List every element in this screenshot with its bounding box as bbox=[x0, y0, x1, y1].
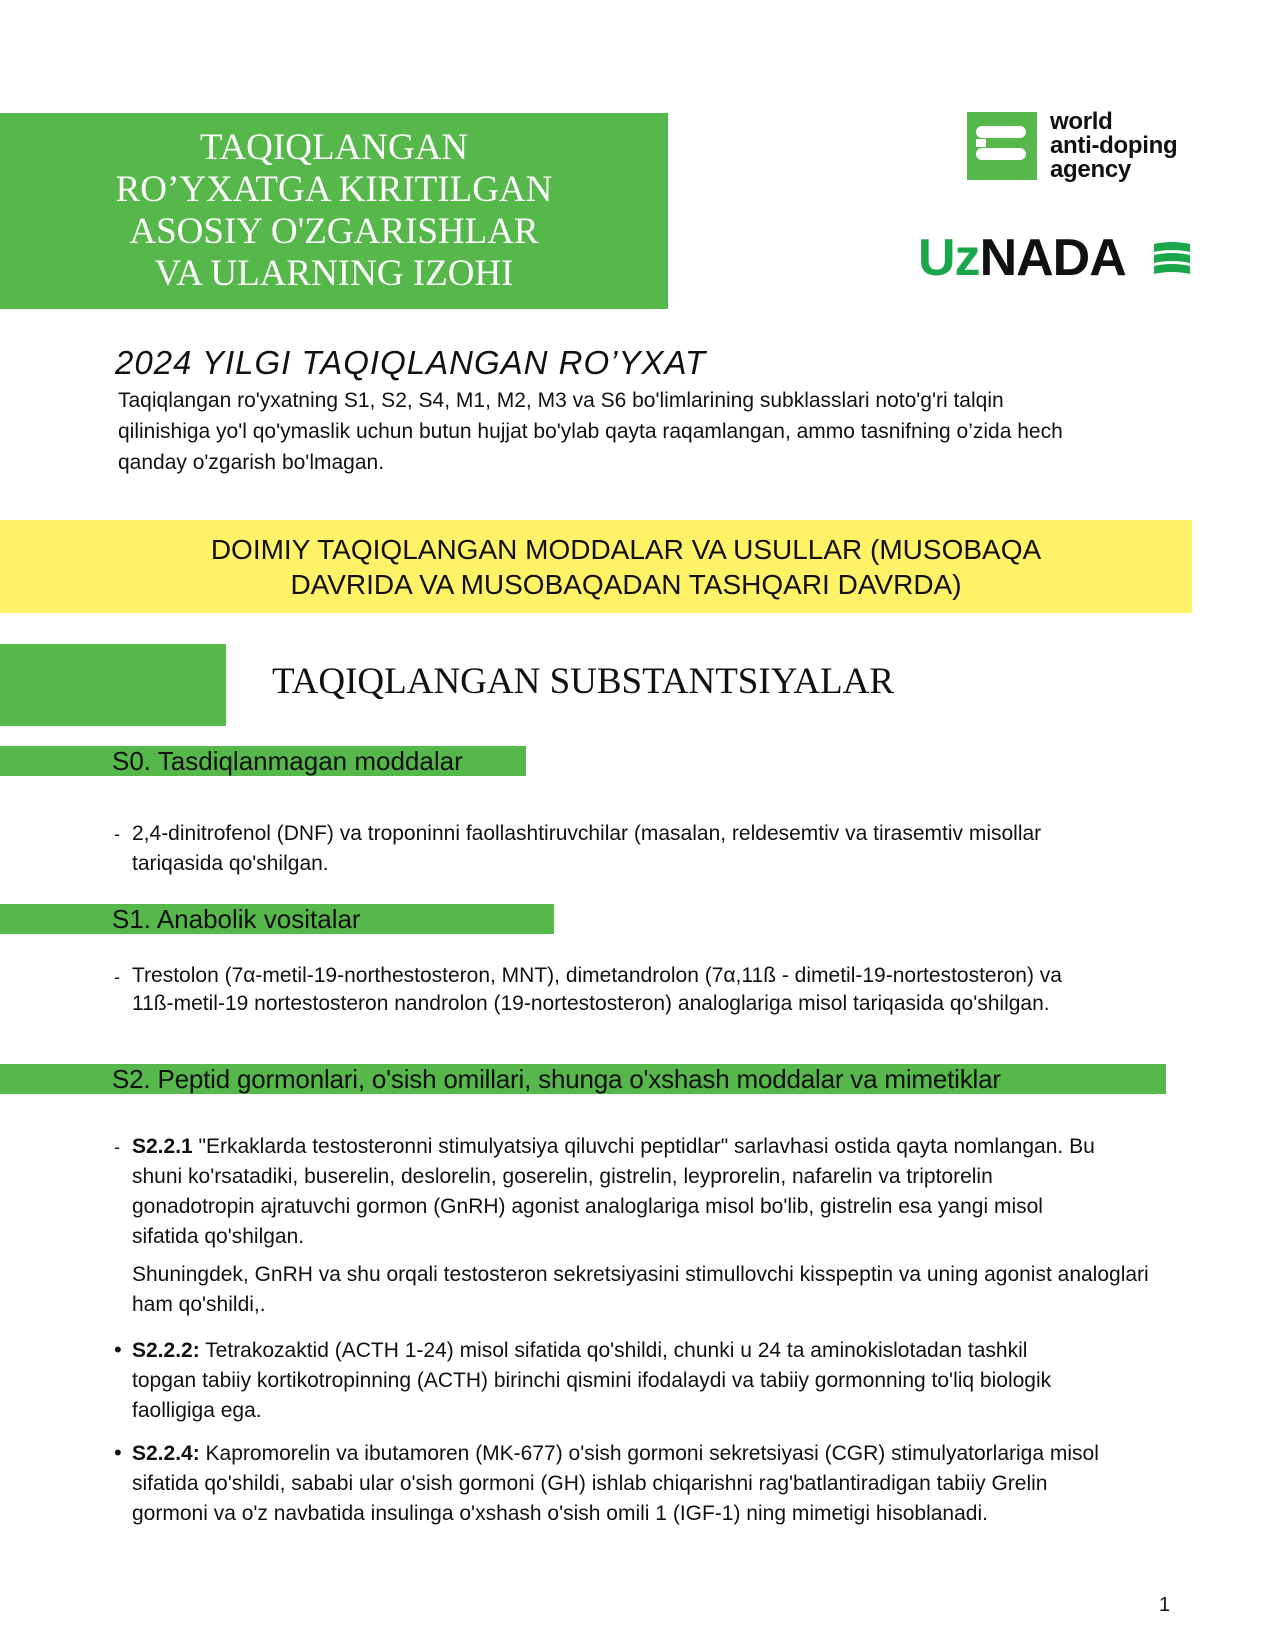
section-title-s1: S1. Anabolik vositalar bbox=[112, 904, 361, 934]
bullet-dash: - bbox=[114, 1137, 120, 1157]
title-line-4: VA ULARNING IZOHI bbox=[154, 253, 514, 294]
wada-mark-icon bbox=[967, 112, 1037, 180]
yellow-banner-line-1: DOIMIY TAQIQLANGAN MODDALAR VA USULLAR (MUSOBAQA bbox=[210, 533, 1042, 565]
title-banner bbox=[0, 113, 668, 309]
uznada-nada-text: NADA bbox=[979, 229, 1126, 287]
yellow-banner-line-2: DAVRIDA VA MUSOBAQADAN TASHQARI DAVRDA) bbox=[290, 568, 962, 600]
bullet-dash: - bbox=[114, 824, 120, 844]
s0-item: 2,4-dinitrofenol (DNF) va troponinni faollashtiruvchilar (masalan, reldesemtiv va tirasemtiv misollar tariqasida qo'shilgan. bbox=[132, 822, 1042, 875]
s224-text: Kapromorelin va ibutamoren (MK-677) o'sish gormoni sekretsiyasi (CGR) stimulyatorlariga misol sifatida qo'shildi, sababi ular o'sish gormoni (GH) ishlab chiqarishni rag'batlantiradigan tabiiy Grelin gormoni va o'z navbatida insulinga o'xshash o'sish omili 1 (IGF-1) ning mimetigi hisoblanadi. bbox=[132, 1442, 1099, 1525]
s224-code: S2.2.4: bbox=[132, 1442, 200, 1465]
substances-heading: TAQIQLANGAN SUBSTANTSIYALAR bbox=[272, 661, 895, 702]
section-title-s2: S2. Peptid gormonlari, o'sish omillari, shunga o'xshash moddalar va mimetiklar bbox=[112, 1064, 1001, 1094]
s222-item bbox=[132, 1336, 1087, 1426]
s224-item bbox=[132, 1439, 1122, 1529]
wada-wordmark: world anti-doping agency bbox=[1050, 108, 1178, 183]
intro-paragraph: Taqiqlangan ro'yxatning S1, S2, S4, M1, M2, M3 va S6 bo'limlarining subklasslari noto'g'ri talqin qilinishiga yo'l qo'ymaslik uchun butun hujjat bo'ylab qayta raqamlangan, ammo tasnifning o’zida hech qanday o'zgarish bo'lmagan. bbox=[118, 389, 1063, 474]
title-line-1: TAQIQLANGAN bbox=[199, 127, 469, 168]
year-heading: 2024 YILGI TAQIQLANGAN RO’YXAT bbox=[115, 344, 707, 381]
s221-item bbox=[132, 1132, 1107, 1252]
page-number: 1 bbox=[1159, 1594, 1171, 1616]
uznada-logo bbox=[918, 230, 1218, 286]
uznada-flag-icon bbox=[1152, 240, 1192, 278]
s222-text: Tetrakozaktid (ACTH 1-24) misol sifatida qo'shildi, chunki u 24 ta aminokislotadan tashkil topgan tabiiy kortikotropinning (ACTH) birinchi qismini ifodalaydi va tabiiy gormonning to'liq biologik faolligiga ega. bbox=[132, 1339, 1052, 1422]
green-accent-block bbox=[0, 644, 226, 726]
s221-code: S2.2.1 bbox=[132, 1135, 193, 1158]
s222-code: S2.2.2: bbox=[132, 1339, 200, 1362]
s221-text: "Erkaklarda testosteronni stimulyatsiya qiluvchi peptidlar" sarlavhasi ostida qayta nomlangan. Bu shuni ko'rsatadiki, buserelin, deslorelin, goserelin, gistrelin, leyprorelin, nafarelin va triptorelin gonadotropin ajratuvchi gormon (GnRH) agonist analoglariga misol bo'lib, gistrelin esa yangi misol sifatida qo'shilgan. bbox=[132, 1135, 1095, 1248]
title-line-2: RO’YXATGA KIRITILGAN bbox=[115, 169, 553, 210]
wada-logo bbox=[967, 108, 1207, 184]
section-title-s0: S0. Tasdiqlanmagan moddalar bbox=[112, 746, 463, 776]
bullet-dot: • bbox=[114, 1337, 122, 1362]
s1-item: Trestolon (7α-metil-19-northestosteron, MNT), dimetandrolon (7α,11ß - dimetil-19-nortestosteron) va 11ß-metil-19 nortestosteron nandrolon (19-nortestosteron) analoglariga misol tariqasida qo'shilgan. bbox=[132, 964, 1062, 1015]
s221-extra: Shuningdek, GnRH va shu orqali testosteron sekretsiyasini stimullovchi kisspeptin va uning agonist analoglari ham qo'shildi,. bbox=[132, 1263, 1149, 1316]
bullet-dot: • bbox=[114, 1440, 122, 1465]
permanent-prohibited-banner bbox=[0, 520, 1192, 613]
title-line-3: ASOSIY O'ZGARISHLAR bbox=[129, 211, 539, 252]
uznada-uz-text: Uz bbox=[918, 229, 980, 287]
bullet-dash: - bbox=[114, 967, 120, 987]
